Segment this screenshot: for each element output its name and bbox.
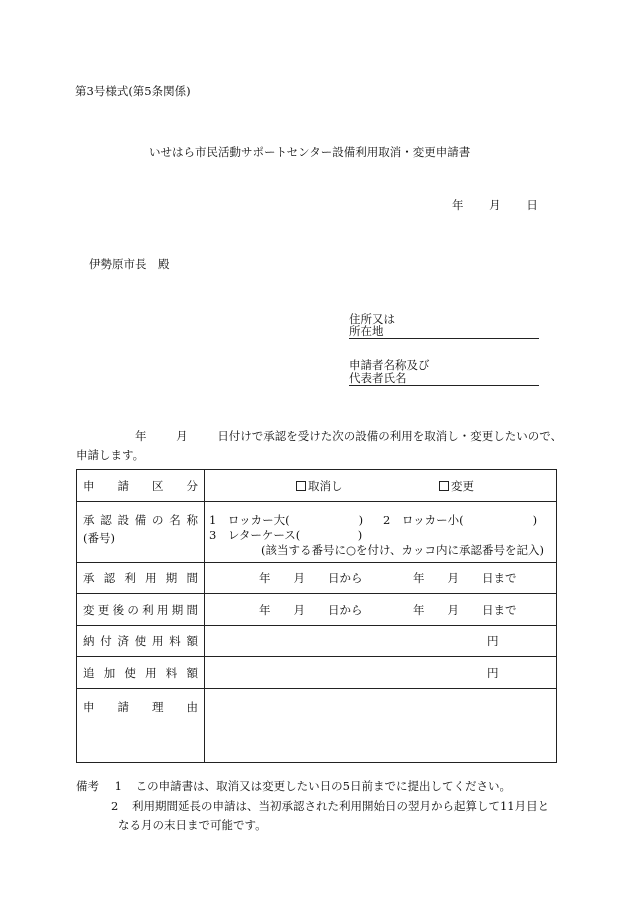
label-category <box>77 470 205 502</box>
label-char: 用 <box>145 571 157 585</box>
option-change-label: 変更 <box>451 478 474 493</box>
label-char: 分 <box>186 478 198 493</box>
additional-fee-unit: 円 <box>487 665 499 680</box>
category-options <box>205 470 557 502</box>
label-char: 加 <box>103 665 116 680</box>
paid-fee-unit: 円 <box>487 634 499 648</box>
label-char: 備 <box>134 513 147 527</box>
note-2-text: 利用期間延長の申請は、当初承認された利用開始日の翌月から起算して11月目と <box>131 799 550 813</box>
note-2-line-1 <box>111 798 549 814</box>
approved-period-to: 年 月 日まで <box>413 571 517 585</box>
row-equipment <box>77 502 557 563</box>
label-char: 区 <box>152 478 164 493</box>
note-1-text: この申請書は、取消又は変更したい日の5日前までに提出してください。 <box>135 779 511 793</box>
changed-period-from: 年 月 日から <box>259 602 363 617</box>
body-month: 月 <box>176 429 188 443</box>
address-label-1: 住所又は <box>349 312 395 326</box>
approved-period-cell[interactable] <box>205 563 557 594</box>
label-char: 用 <box>152 634 164 648</box>
label-char: 用 <box>156 602 169 617</box>
label-char: の <box>127 602 139 617</box>
notes-heading: 備考 <box>76 779 99 793</box>
label-char: 済 <box>117 634 129 648</box>
label-char: 額 <box>186 634 198 648</box>
label-char: 名 <box>169 513 181 527</box>
reason-cell[interactable] <box>205 689 557 763</box>
label-char: 料 <box>165 665 178 680</box>
label-paid-fee-text <box>83 633 204 649</box>
label-char: 請 <box>117 700 129 714</box>
label-char: 付 <box>100 634 112 648</box>
label-char: 更 <box>97 602 110 617</box>
note-2-number: 2 <box>111 799 119 813</box>
approved-period-from: 年 月 日から <box>259 571 363 585</box>
label-char: 承 <box>83 513 95 527</box>
note-1 <box>76 778 511 794</box>
label-char: 間 <box>186 602 198 617</box>
equipment-item-2: 2 ロッカー小( ) <box>383 513 538 527</box>
row-additional-fee <box>77 657 557 689</box>
name-label-1: 申請者名称及び <box>349 358 430 372</box>
form-title: いせはら市民活動サポートセンター設備利用取消・変更申請書 <box>149 145 471 159</box>
option-change[interactable] <box>439 478 474 494</box>
label-changed-period-text <box>83 602 204 618</box>
addressee: 伊勢原市長 殿 <box>89 257 170 271</box>
label-category-text <box>83 478 204 494</box>
body-line-1 <box>135 428 562 444</box>
checkbox-change[interactable] <box>439 481 449 491</box>
body-line-2: 申請します。 <box>76 448 145 462</box>
row-paid-fee <box>77 626 557 657</box>
date-day: 日 <box>526 198 538 212</box>
label-approved-period-text <box>83 570 204 586</box>
label-char: 請 <box>117 478 129 493</box>
label-changed-period <box>77 594 205 626</box>
equipment-item-3: 3 レターケース( ) <box>209 528 363 542</box>
label-char: 後 <box>112 602 125 617</box>
label-char: の <box>152 513 164 527</box>
date-month: 月 <box>489 198 501 212</box>
label-paid-fee <box>77 626 205 657</box>
label-char: 理 <box>152 700 164 714</box>
note-1-number: 1 <box>114 779 122 793</box>
row-changed-period <box>77 594 557 626</box>
label-reason <box>77 689 205 763</box>
label-char: 額 <box>186 665 198 680</box>
paid-fee-cell[interactable] <box>205 626 557 657</box>
note-2-line-2: なる月の末日まで可能です。 <box>118 818 267 832</box>
changed-period-cell[interactable] <box>205 594 557 626</box>
body-line-1-tail: 日付けで承認を受けた次の設備の利用を取消し・変更したいので、 <box>217 429 563 443</box>
row-reason <box>77 689 557 763</box>
label-char: 使 <box>134 634 147 648</box>
label-equipment-number: (番号) <box>83 531 115 545</box>
label-char: 称 <box>186 513 198 527</box>
address-label-2: 所在地 <box>349 324 384 338</box>
label-char: 由 <box>186 700 198 714</box>
row-category <box>77 470 557 502</box>
label-char: 認 <box>100 513 112 527</box>
label-char: 利 <box>124 571 136 585</box>
label-char: 料 <box>169 634 181 648</box>
body-year: 年 <box>135 429 147 443</box>
representative-name-field[interactable] <box>349 370 539 386</box>
equipment-note: (該当する番号に○を付け、カッコ内に承認番号を記入) <box>261 543 544 557</box>
address-field[interactable] <box>349 323 539 339</box>
additional-fee-cell[interactable] <box>205 657 557 689</box>
label-reason-text <box>83 699 204 715</box>
name-label-2: 代表者氏名 <box>349 371 407 385</box>
date-year: 年 <box>452 198 464 212</box>
label-char: 申 <box>83 478 95 493</box>
label-char: 利 <box>142 602 154 617</box>
option-cancel[interactable] <box>296 478 343 494</box>
label-char: 認 <box>103 571 116 585</box>
label-char: 間 <box>186 571 198 585</box>
label-char: 申 <box>83 700 95 714</box>
label-char: 変 <box>83 602 95 617</box>
form-number: 第3号様式(第5条関係) <box>75 84 191 98</box>
label-additional-fee <box>77 657 205 689</box>
label-char: 期 <box>165 571 178 585</box>
label-char: 使 <box>124 665 136 680</box>
label-char: 承 <box>83 571 95 585</box>
label-approved-period <box>77 563 205 594</box>
label-equipment-text <box>83 512 204 528</box>
label-char: 納 <box>83 634 95 648</box>
changed-period-to: 年 月 日まで <box>413 602 517 617</box>
label-char: 用 <box>145 665 157 680</box>
label-equipment <box>77 502 205 563</box>
application-table <box>76 469 557 763</box>
option-cancel-label: 取消し <box>308 478 343 493</box>
checkbox-cancel[interactable] <box>296 481 306 491</box>
label-char: 追 <box>83 665 95 680</box>
equipment-cell[interactable] <box>205 502 557 563</box>
equipment-item-1: 1 ロッカー大( ) <box>209 513 364 527</box>
label-additional-fee-text <box>83 665 204 681</box>
date-line <box>452 197 538 213</box>
label-char: 設 <box>117 513 129 527</box>
label-char: 期 <box>171 602 184 617</box>
row-approved-period <box>77 563 557 594</box>
